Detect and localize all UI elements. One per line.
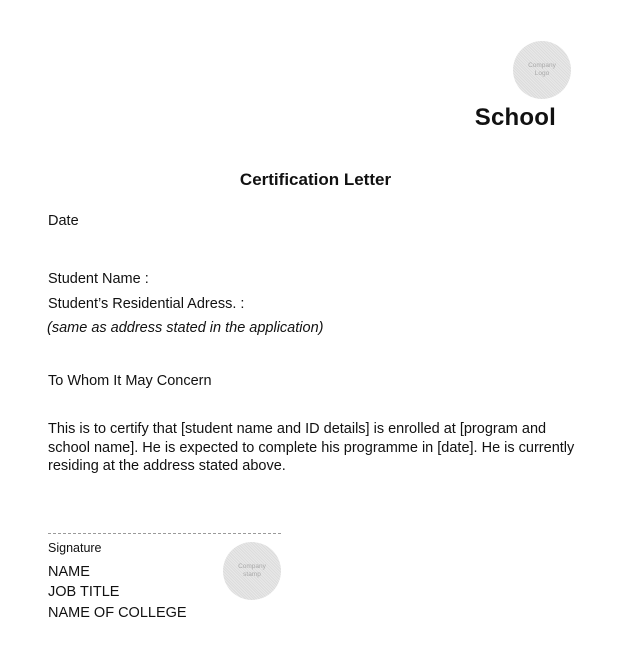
school-name: School [474,104,556,131]
student-name-label: Student Name : [48,271,149,287]
company-stamp-seal [223,542,281,600]
address-note: (same as address stated in the application) [47,320,324,336]
logo-text-line1: Company [528,62,556,69]
signature-label: Signature [48,541,102,555]
stamp-text-line1: Company [238,563,266,570]
date-label: Date [48,213,79,229]
signatory-job-title: JOB TITLE [48,584,120,600]
student-address-label: Student’s Residential Adress. : [48,296,245,312]
stamp-text-line2: stamp [243,571,261,578]
letter-body: This is to certify that [student name and ID details] is enrolled at [program and school name]. He is expected to complete his programme in [date]. He is currently residing at the address stated above. [48,421,575,474]
signature-line [48,533,281,534]
salutation: To Whom It May Concern [48,373,212,389]
company-logo-seal [513,41,571,99]
signatory-college: NAME OF COLLEGE [48,605,187,621]
letter-title: Certification Letter [239,170,392,189]
signatory-name: NAME [48,564,90,580]
logo-text-line2: Logo [534,70,550,77]
